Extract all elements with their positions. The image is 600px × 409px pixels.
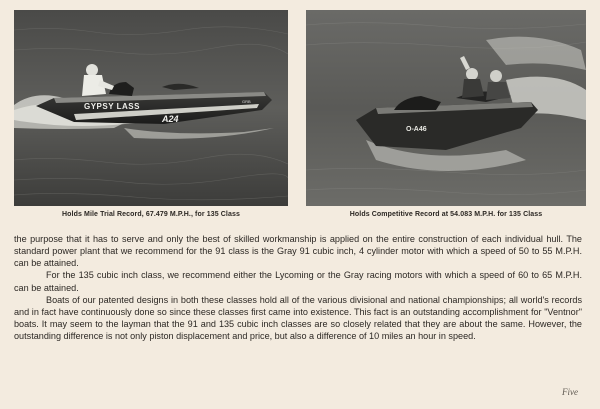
gypsy-lass-small-label: GRB (242, 99, 251, 104)
competitive-record-hull-number: O-A46 (406, 126, 427, 133)
body-paragraph-3: Boats of our patented designs in both these classes hold all of the various divisional and national championships; all world's records and in fact have continuously done so since these classes first came into existence. This fact is an outstanding accomplishment for "Ventnor" boats. It may seem to the layman that the 91 and 135 cubic inch classes are so closely related that they are about the same. However, the outstanding difference is not only piston displacement and price, but also a difference of 10 miles an hour in speed. (14, 294, 582, 342)
caption-competitive-record: Holds Competitive Record at 54.083 M.P.H. for 135 Class (349, 211, 543, 218)
body-paragraph-1: the purpose that it has to serve and only the best of skilled workmanship is applied on the entire construction of each individual hull. The standard power plant that we recommend for the 91 class is the Gray 91 cubic inch, 4 cylinder motor with which a speed of 50 to 55 M.P.H. can be attained. (14, 234, 582, 269)
photo-gypsy-lass-image (14, 10, 288, 206)
caption-mile-trial-record: Holds Mile Trial Record, 67.479 M.P.H., for 135 Class (62, 211, 240, 218)
photo-gypsy-lass (14, 10, 288, 206)
gypsy-lass-hull-name: GYPSY LASS (84, 102, 140, 111)
page-number: Five (562, 387, 578, 397)
photo-competitive-record-image (306, 10, 586, 206)
body-paragraph-2: For the 135 cubic inch class, we recommend either the Lycoming or the Gray racing motors with which a speed of 60 to 65 M.P.H. can be attained. (14, 270, 582, 293)
body-text (14, 233, 582, 342)
gypsy-lass-hull-number: A24 (162, 114, 179, 124)
photo-competitive-record (306, 10, 586, 206)
